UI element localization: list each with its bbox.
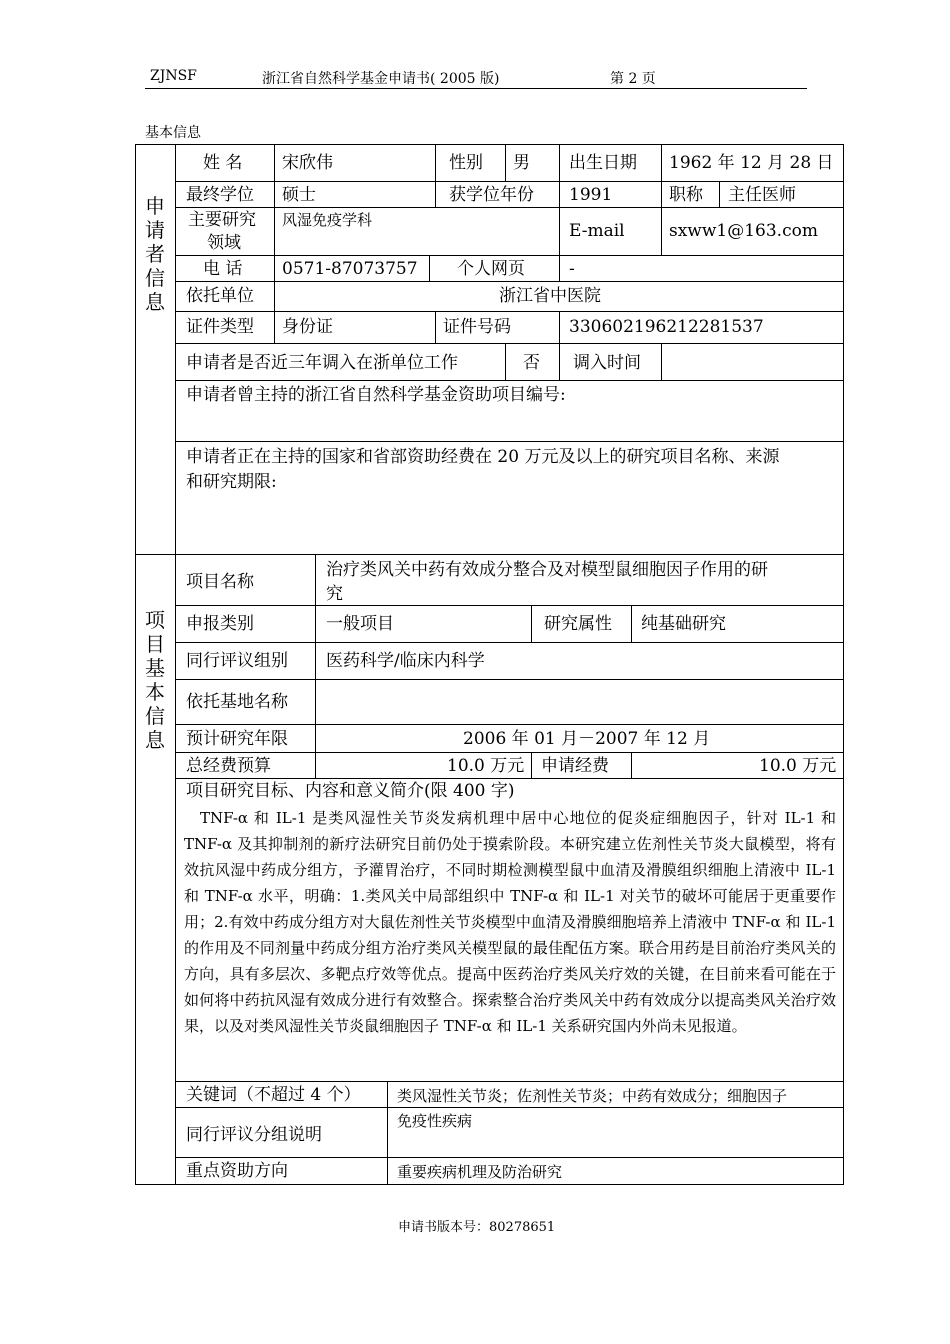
- id-type-label: 证件类型: [186, 317, 254, 337]
- apply-budget-label: 申请经费: [541, 756, 609, 776]
- review-group-value: 医药科学/临床内科学: [326, 651, 485, 671]
- transfer-time-label: 调入时间: [573, 353, 641, 373]
- homepage-value: -: [569, 259, 575, 279]
- applicant-side-label: 申请者信息: [145, 194, 165, 314]
- nature-value: 纯基础研究: [641, 614, 726, 634]
- org-label: 依托单位: [186, 286, 254, 306]
- header-rule: [145, 88, 807, 89]
- budget-label: 总经费预算: [186, 756, 271, 776]
- field-label-line1: 主要研究: [188, 210, 256, 230]
- transfer-value: 否: [523, 353, 540, 373]
- project-name-line2: 究: [326, 584, 343, 604]
- degree-year-value: 1991: [569, 185, 613, 205]
- budget-value: 10.0 万元: [447, 756, 525, 776]
- phone-value: 0571-87073757: [282, 259, 418, 279]
- abstract-label: 项目研究目标、内容和意义简介(限 400 字): [186, 781, 515, 801]
- footer-version: 申请书版本号：80278651: [398, 1220, 556, 1235]
- section-title: 基本信息: [145, 125, 201, 141]
- name-label: 姓 名: [203, 153, 243, 173]
- category-value: 一般项目: [326, 614, 394, 634]
- id-type-value: 身份证: [282, 317, 333, 337]
- name-value: 宋欣伟: [282, 153, 333, 173]
- phone-label: 电 话: [203, 259, 243, 279]
- id-no-label: 证件号码: [443, 317, 511, 337]
- title-value: 主任医师: [728, 185, 796, 205]
- focus-label: 重点资助方向: [186, 1161, 288, 1181]
- project-name-line1: 治疗类风关中药有效成分整合及对模型鼠细胞因子作用的研: [326, 560, 768, 580]
- field-label-line2: 领域: [207, 233, 241, 253]
- focus-value: 重要疾病机理及防治研究: [397, 1163, 563, 1181]
- org-value: 浙江省中医院: [499, 286, 601, 306]
- gender-value: 男: [513, 153, 530, 173]
- email-value: sxww1@163.com: [669, 221, 818, 241]
- transfer-label: 申请者是否近三年调入在浙单位工作: [186, 353, 458, 373]
- current-projects-label-line1: 申请者正在主持的国家和省部资助经费在 20 万元及以上的研究项目名称、来源: [186, 447, 780, 467]
- gender-label: 性别: [449, 153, 483, 173]
- project-name-label: 项目名称: [186, 572, 254, 592]
- keywords-label: 关键词（不超过 4 个）: [186, 1085, 361, 1105]
- degree-value: 硕士: [282, 185, 316, 205]
- title-label: 职称: [669, 185, 703, 205]
- degree-label: 最终学位: [186, 185, 254, 205]
- current-projects-label-line2: 和研究期限:: [186, 472, 277, 492]
- period-label: 预计研究年限: [186, 729, 288, 749]
- project-side-label: 项目基本信息: [145, 608, 165, 752]
- birth-label: 出生日期: [569, 153, 637, 173]
- nature-label: 研究属性: [544, 614, 612, 634]
- header-code: ZJNSF: [150, 68, 197, 84]
- base-label: 依托基地名称: [186, 692, 288, 712]
- header-page: 第 2 页: [610, 71, 656, 87]
- keywords-value: 类风湿性关节炎；佐剂性关节炎；中药有效成分；细胞因子: [397, 1087, 788, 1105]
- review-group-label: 同行评议组别: [186, 651, 288, 671]
- group-note-value: 免疫性疾病: [397, 1112, 473, 1130]
- apply-budget-value: 10.0 万元: [759, 756, 837, 776]
- degree-year-label: 获学位年份: [449, 185, 534, 205]
- birth-value: 1962 年 12 月 28 日: [669, 153, 834, 173]
- email-label: E-mail: [569, 221, 625, 241]
- group-note-label: 同行评议分组说明: [186, 1125, 322, 1145]
- id-no-value: 330602196212281537: [569, 317, 764, 337]
- period-value: 2006 年 01 月－2007 年 12 月: [463, 729, 711, 749]
- category-label: 申报类别: [186, 614, 254, 634]
- homepage-label: 个人网页: [457, 259, 525, 279]
- abstract-text: TNF-α 和 IL-1 是类风湿性关节炎发病机理中居中心地位的促炎症细胞因子，针对 IL-1 和 TNF-α 及其抑制剂的新疗法研究目前仍处于摸索阶段。本研究建立佐剂性关节炎大鼠模型，将有效抗风湿中药成分组方，予灌胃治疗，不同时期检测模型鼠中血清及滑膜组织细胞上清液中 IL-1 和 TNF-α 水平，明确：1.类风关中局部组织中 TNF-α 和 IL-1 对关节的破坏可能居于更重要作用；2.有效中药成分组方对大鼠佐剂性关节炎模型中血清及滑膜细胞培养上清液中 TNF-α 和 IL-1 的作用及不同剂量中药成分组方治疗类风关模型鼠的最佳配伍方案。联合用药是目前治疗类风关的方向，具有多层次、多靶点疗效等优点。提高中医药治疗类风关疗效的关键，在目前来看可能在于如何将中药抗风湿有效成分进行有效整合。探索整合治疗类风关中药有效成分以提高类风关治疗效果，以及对类风湿性关节炎鼠细胞因子 TNF-α 和 IL-1 关系研究国内外尚未见报道。: [184, 809, 836, 1035]
- header-title: 浙江省自然科学基金申请书( 2005 版): [262, 71, 500, 87]
- field-value: 风湿免疫学科: [282, 211, 373, 229]
- prev-projects-label: 申请者曾主持的浙江省自然科学基金资助项目编号:: [186, 385, 566, 405]
